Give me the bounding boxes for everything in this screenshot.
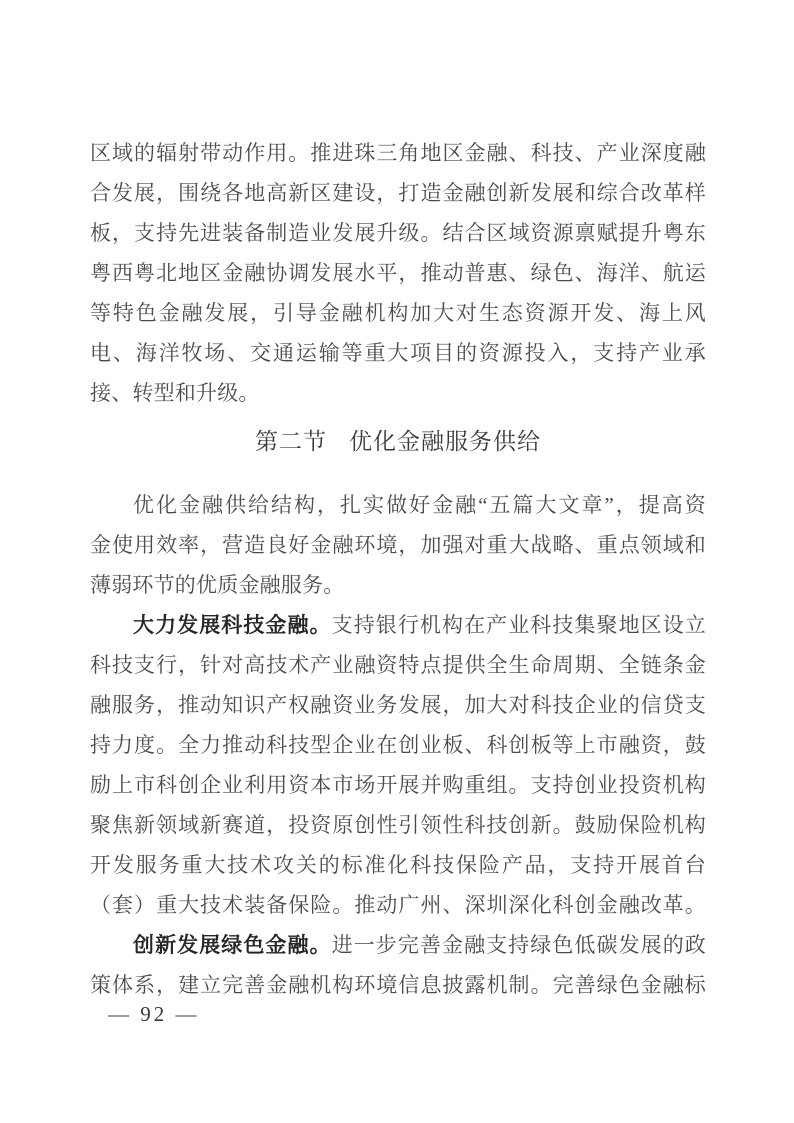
section-heading-label: 第二节	[255, 429, 327, 454]
text-line: 优化金融供给结构，扎实做好金融“五篇大文章”，提高资	[133, 493, 706, 517]
paragraph-optimize-financial-supply	[90, 485, 706, 605]
text-line: 粤西粤北地区金融协调发展水平，推动普惠、绿色、海洋、航运	[90, 261, 706, 285]
text-line: 科技支行，针对高技术产业融资特点提供全生命周期、全链条金	[90, 653, 706, 677]
document-body	[90, 133, 706, 1005]
text-line: 开发服务重大技术攻关的标准化科技保险产品，支持开展首台	[90, 853, 706, 877]
text-line: 板，支持先进装备制造业发展升级。结合区域资源禀赋提升粤东	[90, 221, 706, 245]
text-line: 策体系，建立完善金融机构环境信息披露机制。完善绿色金融标	[90, 973, 706, 997]
text-line: 区域的辐射带动作用。推进珠三角地区金融、科技、产业深度融	[90, 141, 706, 165]
text-line: 金使用效率，营造良好金融环境，加强对重大战略、重点领域和	[90, 533, 706, 557]
paragraph-lead-bold: 创新发展绿色金融。	[133, 933, 332, 957]
paragraph-develop-tech-finance	[90, 605, 706, 925]
text-line: （套）重大技术装备保险。推动广州、深圳深化科创金融改革。	[90, 893, 706, 917]
section-heading-title: 优化金融服务供给	[349, 429, 541, 454]
text-line: 融服务，推动知识产权融资业务发展，加大对科技企业的信贷支	[90, 693, 706, 717]
paragraph-innovate-green-finance	[90, 925, 706, 1005]
text-line: 持力度。全力推动科技型企业在创业板、科创板等上市融资，鼓	[90, 733, 706, 757]
paragraph-lead-bold: 大力发展科技金融。	[133, 613, 332, 637]
text-line: 薄弱环节的优质金融服务。	[90, 573, 345, 597]
paragraphs-after-heading	[90, 485, 706, 1005]
text-line: 励上市科创企业利用资本市场开展并购重组。支持创业投资机构	[90, 773, 706, 797]
text-line: 电、海洋牧场、交通运输等重大项目的资源投入，支持产业承	[90, 341, 706, 365]
text-line: 合发展，围绕各地高新区建设，打造金融创新发展和综合改革样	[90, 181, 706, 205]
paragraph-regional-finance-continuation	[90, 133, 706, 413]
text-line: 接、转型和升级。	[90, 381, 260, 405]
paragraphs-before-heading	[90, 133, 706, 413]
text-line: 聚焦新领域新赛道，投资原创性引领性科技创新。鼓励保险机构	[90, 813, 706, 837]
text-line: 大力发展科技金融。支持银行机构在产业科技集聚地区设立	[133, 613, 706, 637]
page-number-text: — 92 —	[108, 1002, 200, 1026]
section-heading	[90, 422, 706, 462]
page-footer	[108, 1000, 200, 1028]
text-line: 创新发展绿色金融。进一步完善金融支持绿色低碳发展的政	[133, 933, 706, 957]
text-line: 等特色金融发展，引导金融机构加大对生态资源开发、海上风	[90, 301, 706, 325]
